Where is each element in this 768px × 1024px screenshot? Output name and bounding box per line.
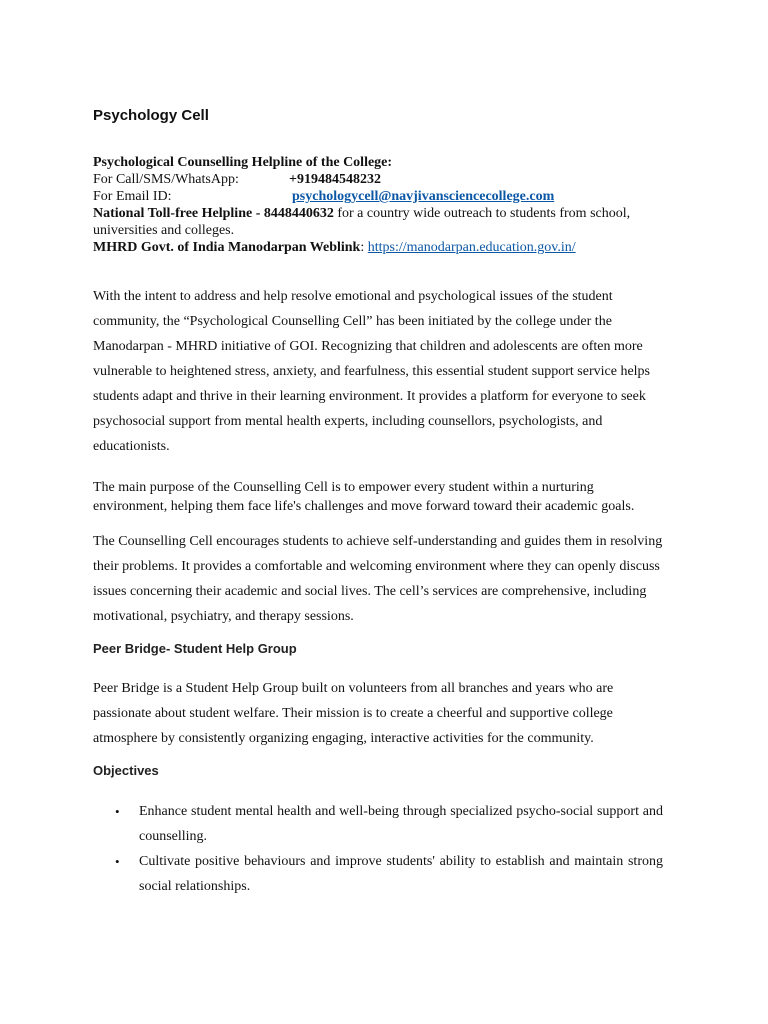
- email-label: For Email ID:: [93, 189, 172, 204]
- purpose-paragraph: The main purpose of the Counselling Cell is to empower every student within a nurturing environment, helping them face life's challenges and move forward toward their academic goals.: [93, 480, 635, 514]
- encourage-paragraph: The Counselling Cell encourages students to achieve self-understanding and guides them in resolving their problems. It provides a comfortable and welcoming environment where they can openly discuss issues concerning their academic and social lives. The cell’s services are comprehensive, including motivational, psychiatry, and therapy sessions.: [93, 534, 663, 624]
- email-link[interactable]: psychologycell@navjivansciencecollege.com: [292, 189, 555, 204]
- list-item: [93, 799, 663, 849]
- helpline-heading: Psychological Counselling Helpline of the College:: [93, 155, 393, 170]
- bullet-icon: •: [115, 854, 120, 869]
- call-number: +919484548232: [289, 172, 381, 187]
- bullet-icon: •: [115, 804, 120, 819]
- weblink-url[interactable]: https://manodarpan.education.gov.in/: [367, 240, 576, 255]
- peer-bridge-paragraph: Peer Bridge is a Student Help Group built on volunteers from all branches and years who are passionate about student welfare. Their mission is to create a cheerful and supportive college atmosphere by consistently organizing engaging, interactive activities for the community.: [93, 681, 614, 746]
- page-title: Psychology Cell: [93, 107, 209, 124]
- intro-paragraph: With the intent to address and help resolve emotional and psychological issues of the student community, the “Psychological Counselling Cell” has been initiated by the college under the Manodarpan - MHRD initiative of GOI. Recognizing that children and adolescents are often more vulnerable to heightened stress, anxiety, and fearfulness, this essential student support service helps students adapt and thrive in their learning environment. It provides a platform for everyone to seek psychosocial support from mental health experts, including counsellors, psychologists, and educationists.: [93, 289, 650, 454]
- document-page: [93, 104, 663, 899]
- call-label: For Call/SMS/WhatsApp:: [93, 172, 239, 187]
- weblink-label: MHRD Govt. of India Manodarpan Weblink: [93, 240, 361, 255]
- contact-block: [93, 154, 663, 256]
- objectives-heading: Objectives: [93, 763, 159, 778]
- tollfree-text: for a country wide outreach to students from school, universities and colleges.: [93, 206, 631, 238]
- objectives-list: [93, 799, 663, 899]
- call-row: [93, 171, 663, 188]
- list-item-text: Enhance student mental health and well-being through specialized psycho-social support and counselling.: [139, 804, 663, 844]
- tollfree-row: [93, 205, 663, 239]
- list-item-text: Cultivate positive behaviours and improve students' ability to establish and maintain strong social relationships.: [139, 854, 663, 894]
- list-item: [93, 849, 663, 899]
- weblink-separator: :: [360, 240, 368, 255]
- email-row: [93, 188, 663, 205]
- tollfree-label: National Toll-free Helpline - 8448440632: [93, 206, 334, 221]
- peer-bridge-heading: Peer Bridge- Student Help Group: [93, 641, 297, 656]
- weblink-row: [93, 239, 663, 256]
